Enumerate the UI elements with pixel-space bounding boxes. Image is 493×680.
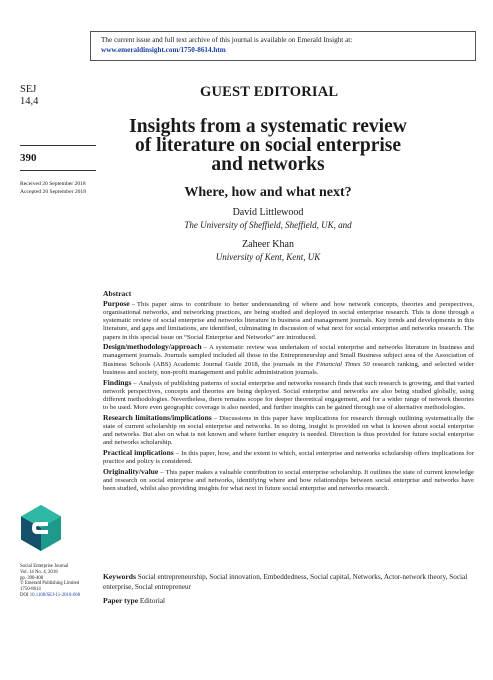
design-text-a: A systematic review was undertaken of social enterprise and networks literature in business and management journals. Journals sampled included all those in the Entrepreneurship and Small Business subject area of the Association of Business Schools (ABS) Academic Journal Guide 2018, the journals in the	[103, 344, 474, 368]
keywords	[103, 572, 474, 592]
abstract-practical: Practical implications – In this paper, how, and the extent to which, social enterprise and networks scholarship offers implications for practice and policy is considered.	[103, 448, 474, 466]
journal-code: SEJ	[20, 84, 37, 95]
abstract-design: Design/methodology/approach – A systematic review was undertaken of social enterprise and networks literature in business and management journals. Journals sampled included all those in the Entrepreneurship and Small Business subject area of the Association of Business Schools (ABS) Academic Journal Guide 2018, the journals in the Financial Times 50 research ranking, and selected wider business and society, non-profit management and public administration journals.	[103, 342, 475, 376]
article-subtitle: Where, how and what next?	[184, 185, 352, 200]
publisher-logo-icon	[21, 505, 61, 551]
keywords-text: Social entrepreneurship, Social innovation, Embeddedness, Social capital, Networks, Actor-network theory, Social enterprise, Social entrepreneur	[103, 573, 468, 591]
abstract-limitations: Research limitations/implications – Discussions in this paper have implications for research through outlining systematically the state of current scholarship on social enterprise and networks. In so doing, insight is provided on what is known about social enterprise and networks. But also on what is not known and where further enquiry is needed. Direction is thus provided for future social enterprise and networks scholarship.	[103, 412, 474, 447]
limitations-text: Discussions in this paper have implications for research through outlining systematically the state of current scholarship on social enterprise and networks. In so doing, insight is provided on what is known about social enterprise and networks. But also on what is not known and where further enquiry is needed. Direction is thus provided for future social enterprise and networks scholarship.	[103, 414, 474, 447]
footer-issn: 1750-8614	[20, 587, 41, 593]
footer-doi	[20, 593, 90, 599]
author-2: Zaheer Khan	[242, 239, 294, 250]
abstract-findings: Findings – Analysis of publishing patterns of social enterprise and networks research finds that such research is growing, and that varied network perspectives, concepts and theories are being deployed. Social enterprise and networks are also being studied globally, using different methodologies. Nevertheless, there remains scope for deeper theoretical engagement, and for a wider range of network theories to be used. More even geographic coverage is also needed, and further insights can be gained through use of alternative methodologies.	[103, 377, 474, 412]
section-label: GUEST EDITORIAL	[200, 84, 339, 100]
originality-label: Originality/value	[103, 467, 159, 477]
footer-journal-name: Social Enterprise Journal	[20, 564, 69, 569]
findings-label: Findings	[103, 377, 132, 387]
page-number: 390	[20, 152, 37, 164]
footer-volume: Vol. 14 No. 4, 2018	[20, 569, 58, 575]
article-title	[98, 117, 438, 174]
received-date: Received 20 September 2018	[20, 181, 86, 187]
limitations-label: Research limitations/implications	[103, 412, 212, 422]
notice-text: The current issue and full text archive of this journal is available on Emerald Insight at:	[101, 36, 353, 44]
doi-link[interactable]: 10.1108/SEJ-11-2018-068	[29, 592, 81, 598]
paper-type-label: Paper type	[103, 596, 139, 605]
journal-url-link[interactable]: www.emeraldinsight.com/1750-8614.htm	[101, 45, 226, 54]
affiliation-1: The University of Sheffield, Sheffield, UK, and	[184, 220, 352, 230]
design-text-b: research ranking, and selected wider business and society, non-profit management and public administration journals.	[103, 360, 475, 376]
title-line-3: and networks	[211, 154, 325, 175]
paper-type	[103, 596, 474, 605]
received-accepted-dates	[20, 180, 100, 196]
findings-text: Analysis of publishing patterns of social enterprise and networks research finds that such research is growing, and that varied network perspectives, concepts and theories are being deployed. Social enterprise and networks are also being studied globally, using different methodologies. Nevertheless, there remains scope for deeper theoretical engagement, and for a wider range of network theories to be used. More even geographic coverage is also needed, and further insights can be gained through use of alternative methodologies.	[103, 379, 474, 412]
design-text-em: Financial Times 50	[316, 360, 370, 368]
purpose-label: Purpose	[103, 298, 130, 308]
originality-text: This paper makes a valuable contribution to social enterprise scholarship. It outlines the state of current knowledge and research on social enterprise and networks, identifying where and how relationships between social enterprise and networks have been studied, whilst also providing insights for what next in future social enterprise and networks research.	[103, 469, 474, 493]
abstract-heading: Abstract	[103, 289, 132, 298]
paper-type-value: Editorial	[139, 597, 166, 605]
abstract-section	[103, 290, 474, 495]
footer-pages: pp. 390-408	[20, 575, 44, 581]
design-label: Design/methodology/approach	[103, 342, 202, 352]
abstract-originality: Originality/value – This paper makes a valuable contribution to social enterprise scholarship. It outlines the state of current knowledge and research on social enterprise and networks, identifying where and how relationships between social enterprise and networks have been studied, whilst also providing insights for what next in future social enterprise and networks research.	[103, 467, 474, 493]
affiliation-2: University of Kent, Kent, UK	[215, 252, 321, 262]
journal-notice-box	[90, 31, 476, 61]
purpose-text: This paper aims to contribute to better understanding of where and how network concepts, theories and perspectives, organisational networks, and networking practices, are being studied and deployed in social enterprise research. This is done through a systematic review of social enterprise and networks literature in business and management journals. Key trends and developments in this literature, and gaps and limitations, are identified, culminating in discussion of what next for social enterprise and networks research. The papers in this special issue on “Social Enterprise and Networks” are introduced.	[103, 300, 474, 341]
keywords-label: Keywords	[103, 572, 136, 581]
author-1: David Littlewood	[232, 207, 304, 218]
sidebar-rule-top	[20, 145, 96, 146]
title-line-2: of literature on social enterprise	[134, 135, 402, 156]
doi-label: DOI	[20, 592, 29, 598]
practical-text: In this paper, how, and the extent to which, social enterprise and networks scholarship offers implications for practice and policy is considered.	[103, 450, 474, 466]
footer-copyright: © Emerald Publishing Limited	[20, 581, 80, 587]
accepted-date: Accepted 20 September 2018	[20, 189, 87, 195]
journal-volume: 14,4	[20, 96, 39, 107]
abstract-purpose: Purpose – This paper aims to contribute to better understanding of where and how network concepts, theories and perspectives, organisational networks, and networking practices, are being studied and deployed in social enterprise research. This is done through a systematic review of social enterprise and networks literature in business and management journals. Key trends and developments in this literature, and gaps and limitations, are identified, culminating in discussion of what next for social enterprise and networks research. The papers in this special issue on “Social Enterprise and Networks” are introduced.	[103, 298, 474, 341]
practical-label: Practical implications	[103, 448, 174, 458]
journal-footer-metadata	[20, 564, 90, 599]
sidebar-rule-bottom	[20, 170, 96, 171]
title-line-1: Insights from a systematic review	[129, 116, 407, 137]
